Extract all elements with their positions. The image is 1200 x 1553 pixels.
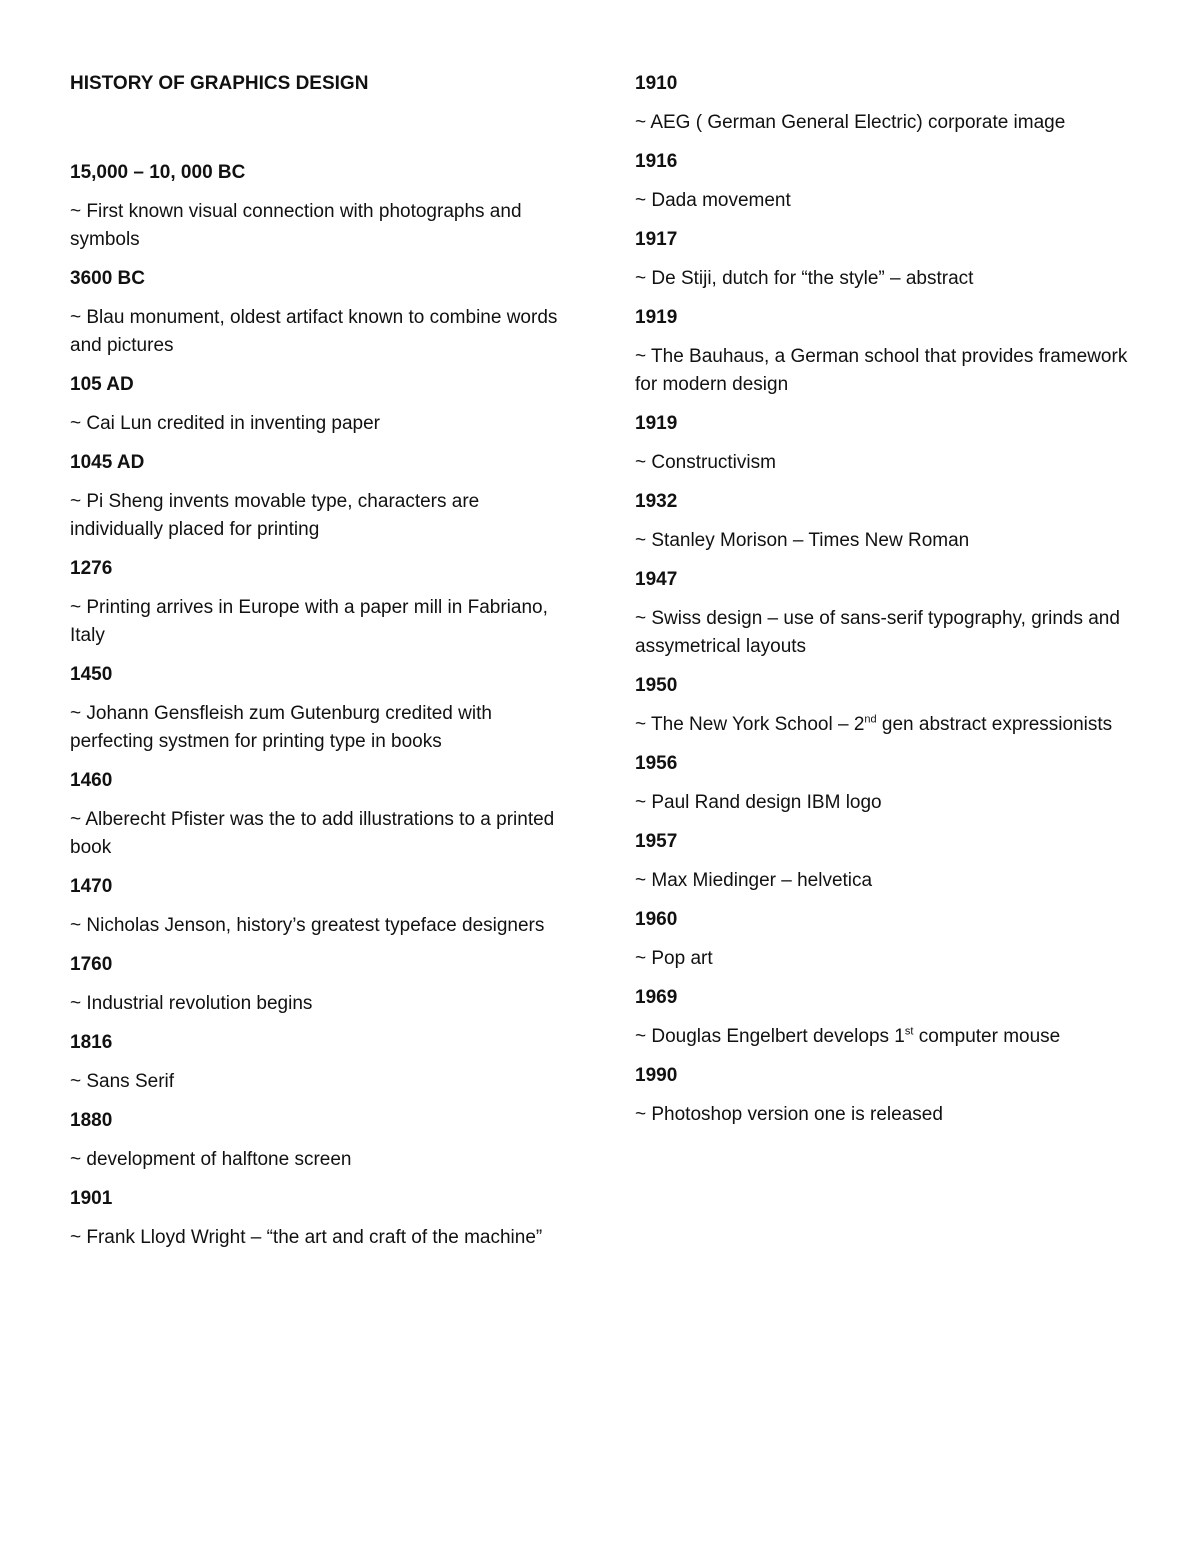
entry-year: 1947	[635, 569, 678, 590]
entry-description: ~ Cai Lun credited in inventing paper	[70, 413, 381, 434]
timeline-entry	[70, 875, 560, 940]
timeline-entry	[635, 752, 1135, 817]
entry-description: ~ Pop art	[635, 948, 713, 969]
entry-year: 1450	[70, 664, 113, 685]
right-column	[635, 72, 1135, 1142]
entry-description: ~ Swiss design – use of sans-serif typography, grinds and assymetrical layouts	[635, 608, 1120, 657]
entry-year: 1276	[70, 558, 113, 579]
document-title: HISTORY OF GRAPHICS DESIGN	[70, 73, 369, 94]
entry-year: 15,000 – 10, 000 BC	[70, 162, 246, 183]
entry-description: ~ Stanley Morison – Times New Roman	[635, 530, 970, 551]
timeline-entry	[70, 373, 560, 438]
entry-description	[635, 711, 1135, 739]
entry-description-text: ~ The New York School – 2	[635, 714, 865, 735]
entry-year: 1957	[635, 831, 678, 852]
entry-year: 1950	[635, 675, 678, 696]
timeline-entry	[635, 908, 1135, 973]
entry-description: ~ Frank Lloyd Wright – “the art and craft of the machine”	[70, 1227, 543, 1248]
ordinal-suffix: nd	[864, 713, 877, 726]
entry-year: 1880	[70, 1110, 113, 1131]
timeline-entry	[635, 306, 1135, 399]
entry-year: 1919	[635, 307, 678, 328]
entry-year: 1470	[70, 876, 113, 897]
timeline-entry	[635, 228, 1135, 293]
timeline-entry	[70, 1031, 560, 1096]
entry-year: 1910	[635, 73, 678, 94]
entry-description	[635, 1023, 1135, 1051]
entry-description: ~ Nicholas Jenson, history’s greatest typeface designers	[70, 915, 545, 936]
timeline-entry	[635, 1064, 1135, 1129]
timeline-entry	[635, 490, 1135, 555]
timeline-entry	[635, 568, 1135, 661]
timeline-entry	[635, 150, 1135, 215]
entry-year: 1916	[635, 151, 678, 172]
entry-description: ~ De Stiji, dutch for “the style” – abstract	[635, 268, 974, 289]
timeline-entry	[70, 451, 560, 544]
entry-description: ~ Sans Serif	[70, 1071, 175, 1092]
entry-description-text: ~ Douglas Engelbert develops 1	[635, 1026, 905, 1047]
entry-description: ~ Johann Gensfleish zum Gutenburg credited with perfecting systmen for printing type in books	[70, 703, 492, 752]
entry-year: 1969	[635, 987, 678, 1008]
entry-year: 105 AD	[70, 374, 134, 395]
entry-year: 1901	[70, 1188, 113, 1209]
timeline-entry	[635, 986, 1135, 1051]
entry-year: 3600 BC	[70, 268, 145, 289]
entry-description-text: computer mouse	[913, 1026, 1061, 1047]
entry-description: ~ Pi Sheng invents movable type, characters are individually placed for printing	[70, 491, 480, 540]
entry-description: ~ development of halftone screen	[70, 1149, 352, 1170]
timeline-entry	[635, 72, 1135, 137]
entry-description: ~ Printing arrives in Europe with a paper mill in Fabriano, Italy	[70, 597, 548, 646]
entry-year: 1960	[635, 909, 678, 930]
entry-description: ~ The Bauhaus, a German school that provides framework for modern design	[635, 346, 1128, 395]
timeline-entry	[635, 412, 1135, 477]
timeline-entry	[70, 1187, 560, 1252]
entry-year: 1816	[70, 1032, 113, 1053]
entry-description: ~ Alberecht Pfister was the to add illustrations to a printed book	[70, 809, 555, 858]
timeline-entry	[70, 769, 560, 862]
entry-year: 1917	[635, 229, 678, 250]
entry-description: ~ Max Miedinger – helvetica	[635, 870, 873, 891]
entry-description-text: gen abstract expressionists	[876, 714, 1113, 735]
entry-year: 1990	[635, 1065, 678, 1086]
entry-year: 1460	[70, 770, 113, 791]
timeline-entry	[70, 663, 560, 756]
entry-year: 1760	[70, 954, 113, 975]
entry-year: 1045 AD	[70, 452, 145, 473]
timeline-entry	[70, 267, 560, 360]
timeline-entry	[70, 1109, 560, 1174]
timeline-entry	[70, 953, 560, 1018]
timeline-entry	[70, 557, 560, 650]
timeline-entry	[635, 830, 1135, 895]
entry-description: ~ Paul Rand design IBM logo	[635, 792, 882, 813]
entry-description: ~ Dada movement	[635, 190, 791, 211]
entry-description: ~ AEG ( German General Electric) corporate image	[635, 112, 1066, 133]
entry-year: 1932	[635, 491, 678, 512]
entry-description: ~ Constructivism	[635, 452, 776, 473]
ordinal-suffix: st	[904, 1025, 914, 1038]
left-column	[70, 72, 560, 1265]
timeline-entry	[70, 161, 560, 254]
entry-description: ~ Photoshop version one is released	[635, 1104, 943, 1125]
timeline-entry	[635, 674, 1135, 739]
entry-year: 1956	[635, 753, 678, 774]
entry-year: 1919	[635, 413, 678, 434]
entry-description: ~ Industrial revolution begins	[70, 993, 313, 1014]
entry-description: ~ First known visual connection with photographs and symbols	[70, 201, 522, 250]
entry-description: ~ Blau monument, oldest artifact known to combine words and pictures	[70, 307, 558, 356]
